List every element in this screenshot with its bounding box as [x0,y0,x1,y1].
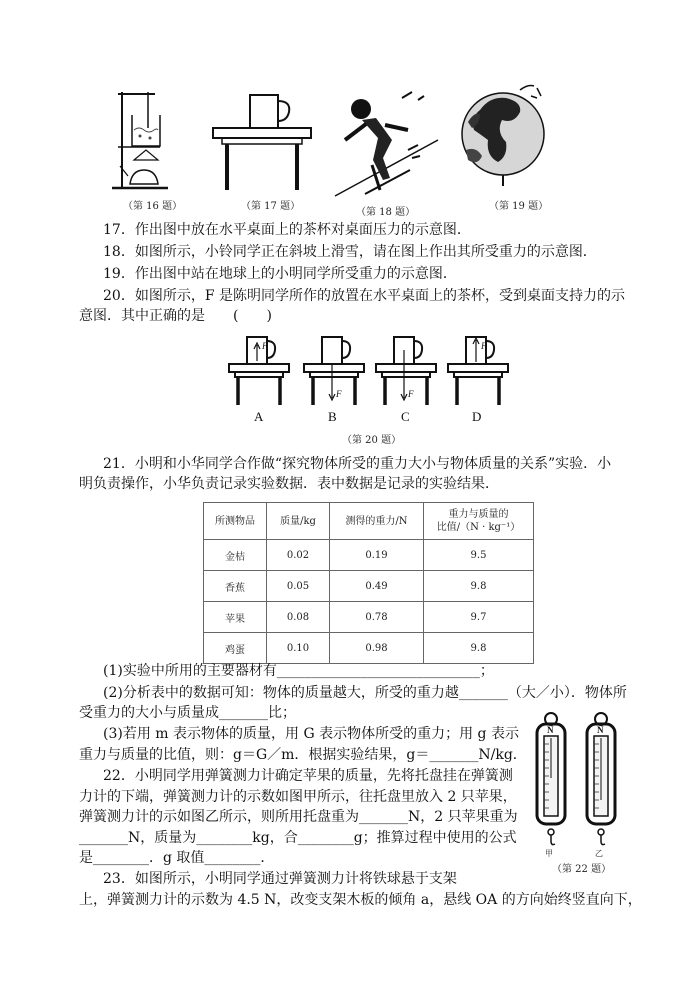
caption-figure-18: （第 18 题） [356,207,416,218]
table-cell: 9.8 [424,571,534,602]
question-22-line-5: 是________．g 取值________． [79,850,275,866]
question-20-line-2: 意图．其中正确的是 ( ) [79,308,272,324]
header-ratio-line-2: 比值/（N · kg⁻¹） [436,522,521,533]
caption-figure-20: （第 20 题） [342,435,402,446]
option-b-label: B [328,409,337,424]
table-cell: 0.19 [330,540,424,571]
table-cell: 鸡蛋 [204,633,267,664]
question-21-line-1: 21．小明和小华同学合作做“探究物体所受的重力大小与物体质量的关系”实验．小 [103,456,612,472]
caption-figure-22: （第 22 题） [552,864,612,875]
question-18: 18．如图所示，小铃同学正在斜坡上滑雪，请在图上作出其所受重力的示意图． [103,244,597,260]
table-cell: 0.02 [267,540,330,571]
option-c-label: C [401,409,410,424]
table-cell: 0.49 [330,571,424,602]
option-a-label: A [254,409,264,424]
force-label-b: F [336,389,342,399]
header-mass: 质量/kg [267,503,330,540]
question-21-part-1: (1)实验中所用的主要器材有_____________________________； [103,663,494,679]
table-header-row [204,503,534,540]
header-weight: 测得的重力/N [330,503,424,540]
question-20-line-1: 20．如图所示，F 是陈明同学所作的放置在水平桌面上的茶杯，受到桌面支持力的示 [103,288,625,304]
table-row [204,602,534,633]
scale-a-label: 甲 [545,849,553,858]
question-22-line-4: _______N，质量为________kg，合________g；推算过程中使用的公式 [79,830,517,846]
header-item: 所测物品 [204,503,267,540]
table-cell: 0.10 [267,633,330,664]
table-cell: 苹果 [204,602,267,633]
table-cell: 0.05 [267,571,330,602]
table-row [204,633,534,664]
question-23-line-2: 上，弹簧测力计的示数为 4.5 N，改变支架木板的倾角 a，悬线 OA 的方向始终竖直向下， [79,892,642,908]
question-21-part-2-line-2: 受重力的大小与质量成_______比； [79,705,296,721]
scale-b-label: 乙 [595,849,603,858]
table-row [204,571,534,602]
table-cell: 9.5 [424,540,534,571]
table-cell: 金桔 [204,540,267,571]
table-row [204,540,534,571]
option-d-label: D [472,409,482,424]
table-cell: 0.78 [330,602,424,633]
header-ratio-line-1: 重力与质量的 [448,509,509,520]
force-label-c: F [408,389,414,399]
question-21-part-3-line-1: (3)若用 m 表示物体的质量，用 G 表示物体所受的重力；用 g 表示 [103,726,519,742]
header-ratio [424,503,534,540]
question-23-line-1: 23．如图所示，小明同学通过弹簧测力计将铁球悬于支架 [103,871,457,887]
scale-a-n-label: N [547,725,554,735]
question-19: 19．作出图中站在地球上的小明同学所受重力的示意图． [103,266,457,282]
question-21-part-2-line-1: (2)分析表中的数据可知：物体的质量越大，所受的重力越_______（大／小）．物体所 [103,685,627,701]
question-21-line-2: 明负责操作，小华负责记录实验数据．表中数据是记录的实验结果． [79,476,499,492]
caption-figure-17: （第 17 题） [241,201,301,212]
caption-figure-19: （第 19 题） [489,201,549,212]
table-cell: 0.08 [267,602,330,633]
question-22-line-1: 22．小明同学用弹簧测力计确定苹果的质量，先将托盘挂在弹簧测 [103,768,513,784]
results-table [203,502,534,664]
caption-figure-16: （第 16 题） [123,201,183,212]
table-cell: 9.7 [424,602,534,633]
scale-b-n-label: N [597,725,604,735]
question-17: 17．作出图中放在水平桌面上的茶杯对桌面压力的示意图． [103,222,471,238]
question-22-line-3: 弹簧测力计的示如图乙所示，则所用托盘重为_______N，2 只苹果重为 [79,809,518,825]
question-21-part-3-line-2: 重力与质量的比值，则：g＝G／m．根据实验结果，g＝_______N/kg． [79,747,527,763]
table-cell: 9.8 [424,633,534,664]
force-label-d: F [481,341,487,351]
force-label-a: F [262,341,268,351]
question-22-line-2: 力计的下端，弹簧测力计的示数如图甲所示，往托盘里放入 2 只苹果， [79,789,517,805]
table-cell: 香蕉 [204,571,267,602]
table-cell: 0.98 [330,633,424,664]
